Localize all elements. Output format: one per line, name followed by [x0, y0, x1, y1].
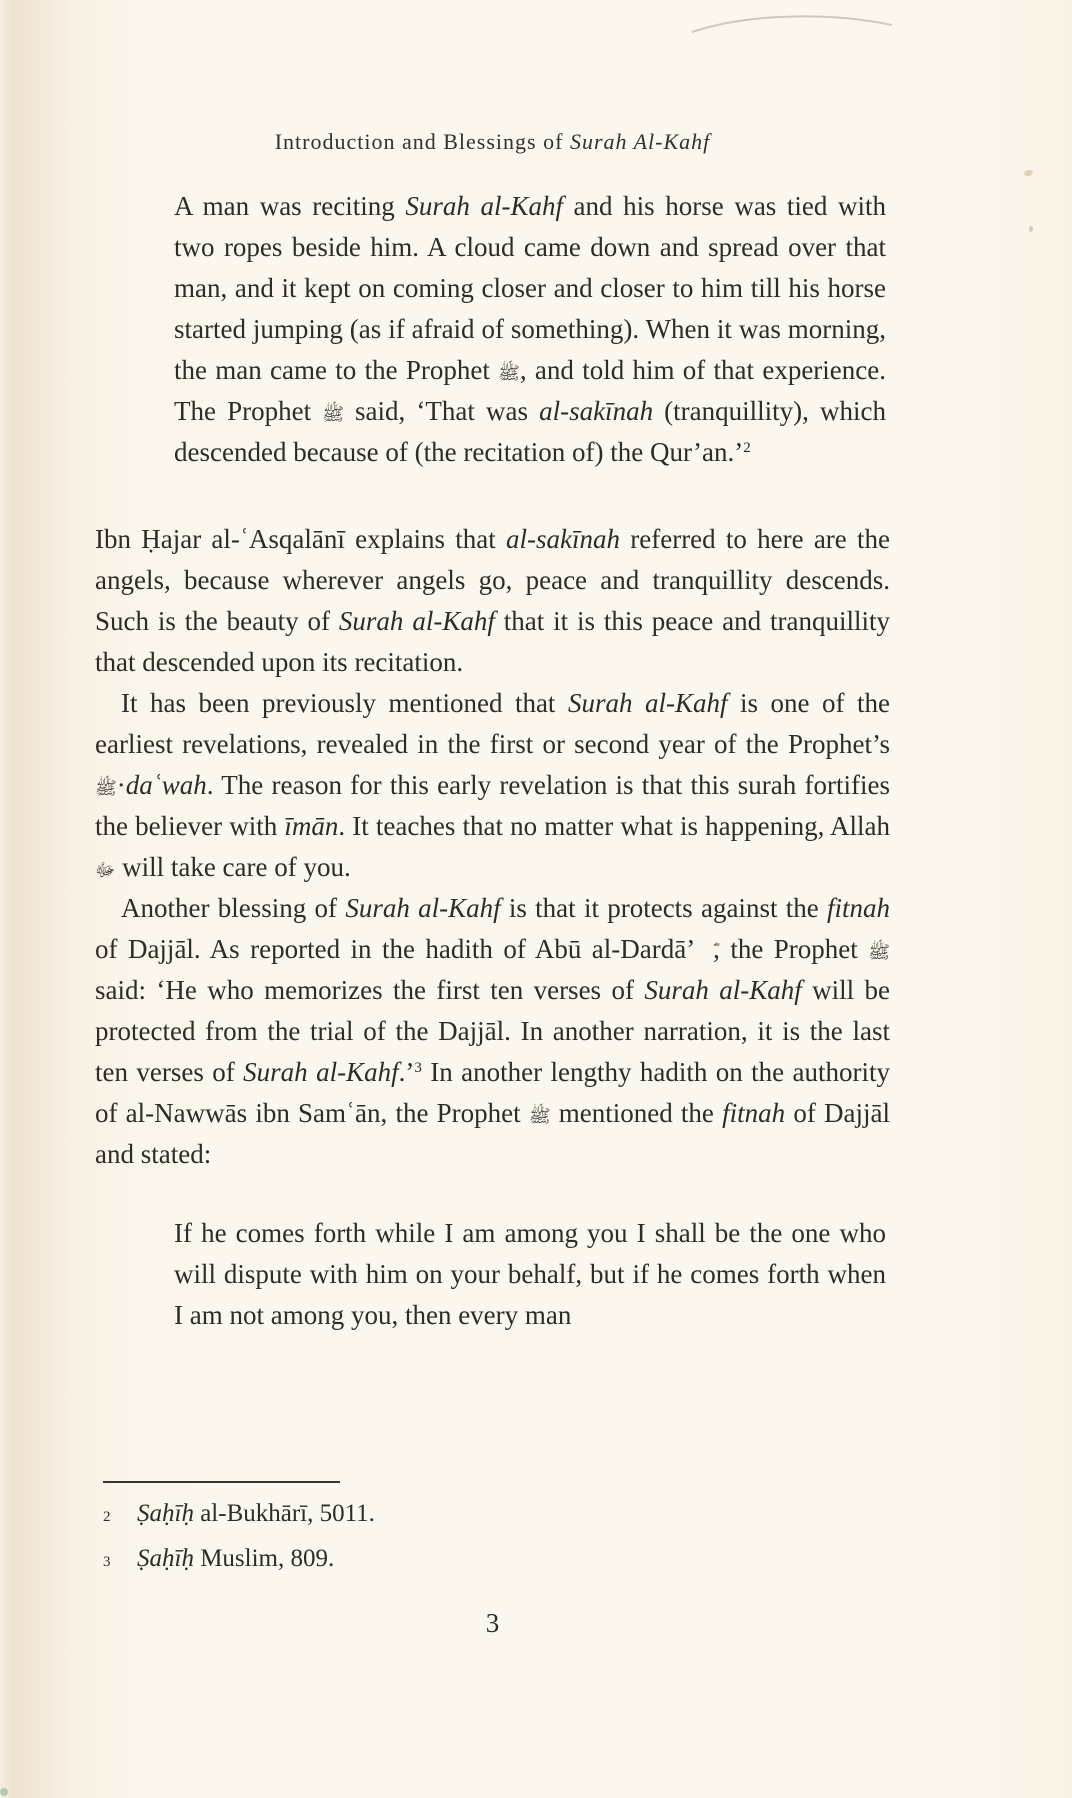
text-run: .’	[398, 1057, 415, 1087]
scan-page-edge-curve	[688, 6, 898, 40]
footnote-rule	[103, 1481, 340, 1483]
allah-glorification-icon: ﷻ	[95, 860, 116, 881]
text-run: and his horse was tied with two ropes beside him. A cloud came down and spread over that man, and it kept on coming closer and closer to him till his horse started jumping (as if afraid of something). When it was morning, the man came to the Prophet	[174, 191, 886, 385]
text-run: that it is this peace and tranquillity that descended upon its recitation.	[95, 606, 890, 677]
text-run: Muslim, 809.	[193, 1545, 335, 1572]
text-run: is that it protects against the	[500, 893, 827, 923]
scan-speck	[0, 1788, 8, 1796]
footnote-1	[103, 1493, 723, 1538]
italic-text: Surah al-Kahf	[338, 606, 495, 636]
text-run: , and told him of that experience. The Prophet	[174, 355, 886, 426]
text-run: , the Prophet	[713, 934, 869, 964]
italic-text: Surah al-Kahf	[567, 688, 728, 718]
prophet-salutation-icon: ﷺ	[95, 778, 117, 799]
prophet-salutation-icon: ﷺ	[868, 942, 890, 963]
text-run: If he comes forth while I am among you I shall be the one who will dispute with him on your behalf, but if he comes forth when I am not among you, then every man	[174, 1218, 886, 1330]
text-run: is one of the earliest revelations, revealed in the first or second year of the Prophet’s	[95, 688, 890, 759]
footnote-text	[137, 1538, 723, 1579]
italic-text: Surah al-Kahf	[345, 893, 501, 923]
prophet-salutation-icon: ﷺ	[528, 1106, 551, 1127]
footnote-marker: 2	[103, 1509, 111, 1525]
text-run: . The reason for this early revelation is that this surah fortifies the believer with	[95, 770, 890, 841]
text-run: In another lengthy hadith on the authority of al-Nawwās ibn Samʿān, the Prophet	[95, 1057, 891, 1128]
text-run: ·	[116, 770, 126, 800]
italic-text: Ṣaḥīḥ	[137, 1500, 194, 1527]
footnote-reference: 3	[414, 1060, 422, 1076]
italic-text: fitnah	[827, 893, 891, 923]
italic-text: daʿwah	[125, 770, 207, 800]
hadith-blockquote-2	[174, 1213, 886, 1336]
running-header-text: Introduction and Blessings of	[274, 129, 570, 154]
footnote-reference: 2	[743, 440, 751, 456]
italic-text: al-sakīnah	[539, 396, 654, 426]
italic-text: īmān	[284, 811, 339, 841]
italic-text: Surah al-Kahf	[243, 1057, 399, 1087]
footnote-text	[137, 1493, 723, 1534]
scan-speck	[1024, 169, 1034, 176]
text-run: will be protected from the trial of the Dajjāl. In another narration, it is the last ten verses of	[95, 975, 890, 1087]
text-column	[95, 126, 890, 1336]
page-number: 3	[485, 1608, 500, 1638]
footnotes	[103, 1481, 723, 1583]
text-run: referred to here are the angels, because wherever angels go, peace and tranquillity descends. Such is the beauty of	[95, 524, 890, 636]
italic-text: Ṣaḥīḥ	[137, 1545, 194, 1572]
text-run: said: ‘He who memorizes the first ten verses of	[95, 975, 645, 1005]
running-header	[95, 126, 890, 158]
companion-honorific-icon: ؓ	[703, 942, 714, 963]
italic-text: Surah al-Kahf	[644, 975, 802, 1005]
italic-text: Surah al-Kahf	[405, 191, 563, 221]
text-run: said, ‘That was	[343, 396, 540, 426]
text-run: It has been previously mentioned that	[121, 688, 568, 718]
text-run: . It teaches that no matter what is happening, Allah	[338, 811, 890, 841]
text-run: Another blessing of	[121, 893, 346, 923]
text-run: (tranquillity), which descended because of (the recitation of) the Qur’an.’	[174, 396, 886, 467]
prophet-salutation-icon: ﷺ	[498, 363, 520, 384]
body-paragraph-1	[95, 519, 890, 683]
text-run: A man was reciting	[174, 191, 406, 221]
running-header-title-italic: Surah Al-Kahf	[569, 129, 711, 154]
scan-speck	[1029, 226, 1033, 232]
footnote-marker: 3	[103, 1554, 111, 1570]
prophet-salutation-icon: ﷺ	[322, 404, 344, 425]
text-run: al-Bukhārī, 5011.	[193, 1500, 375, 1527]
body-paragraph-2	[95, 683, 890, 888]
text-run: Ibn Ḥajar al-ʿAsqalānī explains that	[95, 524, 507, 554]
text-run: of Dajjāl. As reported in the hadith of Abū al-Dardā’	[95, 934, 704, 964]
italic-text: fitnah	[722, 1098, 786, 1128]
text-run: mentioned the	[550, 1098, 723, 1128]
italic-text: al-sakīnah	[506, 524, 621, 554]
body-paragraph-3	[95, 888, 890, 1175]
text-run: will take care of you.	[115, 852, 351, 882]
hadith-blockquote-1	[174, 186, 886, 473]
text-run: of Dajjāl and stated:	[95, 1098, 890, 1169]
footnote-2	[103, 1538, 723, 1583]
